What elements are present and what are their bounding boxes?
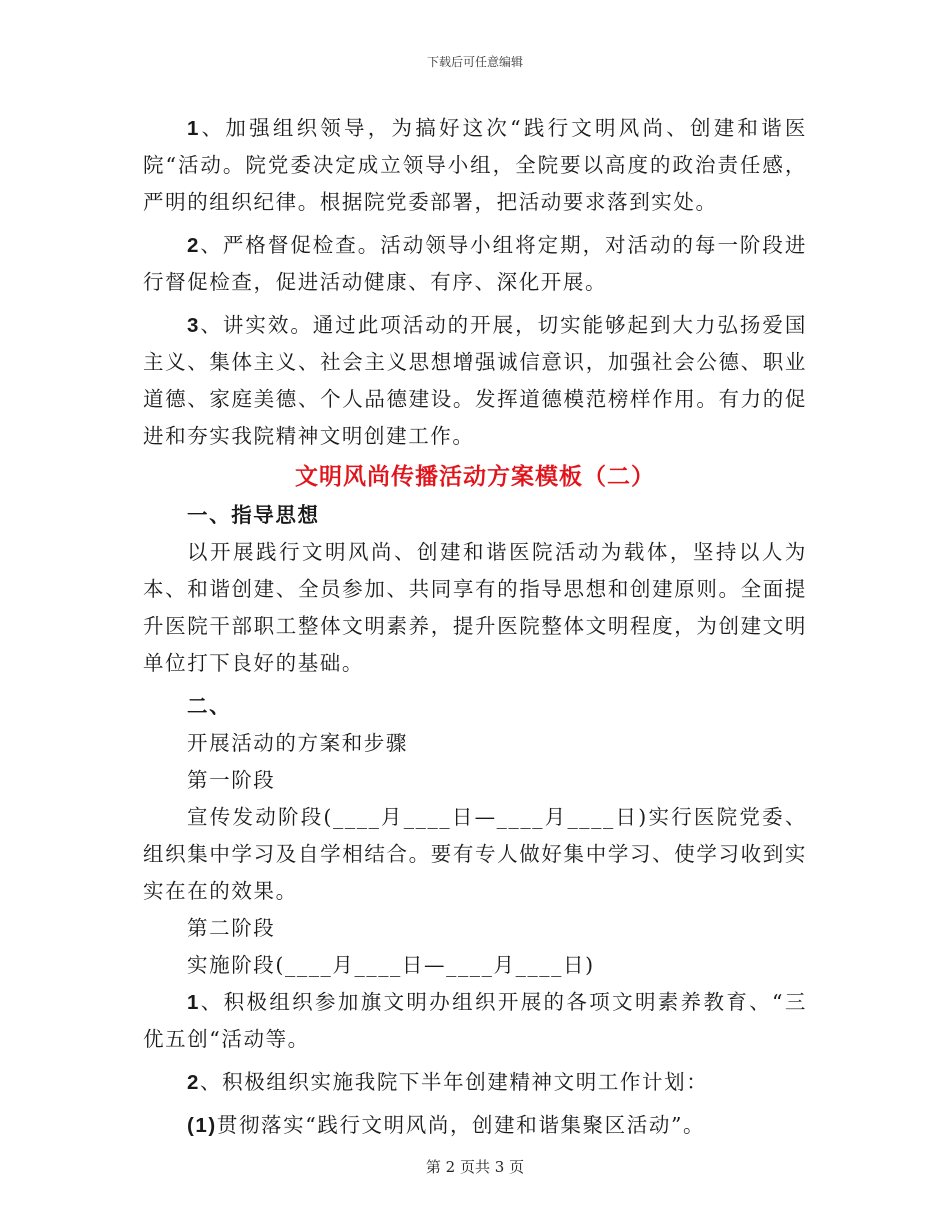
- item-text: 、讲实效。通过此项活动的开展，切实能够起到大力弘扬爱国主义、集体主义、社会主义思想增强诚信意识，加强社会公德、职业道德、家庭美德、个人品德建设。发挥道德模范榜样作用。有力的促进和夯实我院精神文明创建工作。: [143, 313, 807, 448]
- stage-body: 宣传发动阶段(____月____日—____月____日)实行医院党委、组织集中学习及自学相结合。要有专人做好集中学习、使学习收到实实在在的效果。: [143, 805, 807, 903]
- page-footer: 第 2 页共 3 页: [425, 1158, 525, 1176]
- document-title: 文明风尚传播活动方案模板（二）: [295, 463, 655, 490]
- item-number: 3: [187, 314, 201, 337]
- item-number: 2: [187, 1071, 201, 1094]
- item-text: 、加强组织领导，为搞好这次“践行文明风尚、创建和谐医院“活动。院党委决定成立领导小组，全院要以高度的政治责任感，严明的组织纪律。根据院党委部署，把活动要求落到实处。: [143, 116, 807, 214]
- list-item: [143, 1064, 807, 1101]
- stage-body: 实施阶段(____月____日—____月____日): [187, 953, 595, 977]
- item-number: 2: [187, 234, 201, 257]
- section-body: 以开展践行文明风尚、创建和谐医院活动为载体，坚持以人为本、和谐创建、全员参加、共同享有的指导思想和创建原则。全面提升医院干部职工整体文明素养，提升医院整体文明程度，为创建文明单位打下良好的基础。: [143, 540, 807, 675]
- list-item: [143, 1107, 807, 1144]
- item-text: 贯彻落实“践行文明风尚，创建和谐集聚区活动”。: [216, 1113, 706, 1137]
- document-body: [143, 110, 807, 1144]
- stage-label: 第一阶段: [187, 768, 276, 792]
- list-item: [143, 307, 807, 455]
- section-subheading: 开展活动的方案和步骤: [187, 731, 408, 755]
- item-number: (1): [187, 1114, 217, 1137]
- stage-label: 第二阶段: [187, 916, 276, 940]
- section-heading: 一、指导思想: [187, 503, 320, 527]
- list-item: [143, 984, 807, 1058]
- section-heading: 二、: [187, 694, 232, 718]
- item-number: 1: [187, 991, 201, 1014]
- page-header: 下载后可任意编辑: [426, 55, 523, 69]
- list-item: [143, 110, 807, 221]
- list-item: [143, 227, 807, 301]
- item-text: 、积极组织参加旗文明办组织开展的各项文明素养教育、“三优五创“活动等。: [143, 990, 807, 1051]
- item-number: 1: [187, 117, 201, 140]
- item-text: 、积极组织实施我院下半年创建精神文明工作计划：: [200, 1070, 709, 1094]
- item-text: 、严格督促检查。活动领导小组将定期，对活动的每一阶段进行督促检查，促进活动健康、有序、深化开展。: [143, 233, 807, 294]
